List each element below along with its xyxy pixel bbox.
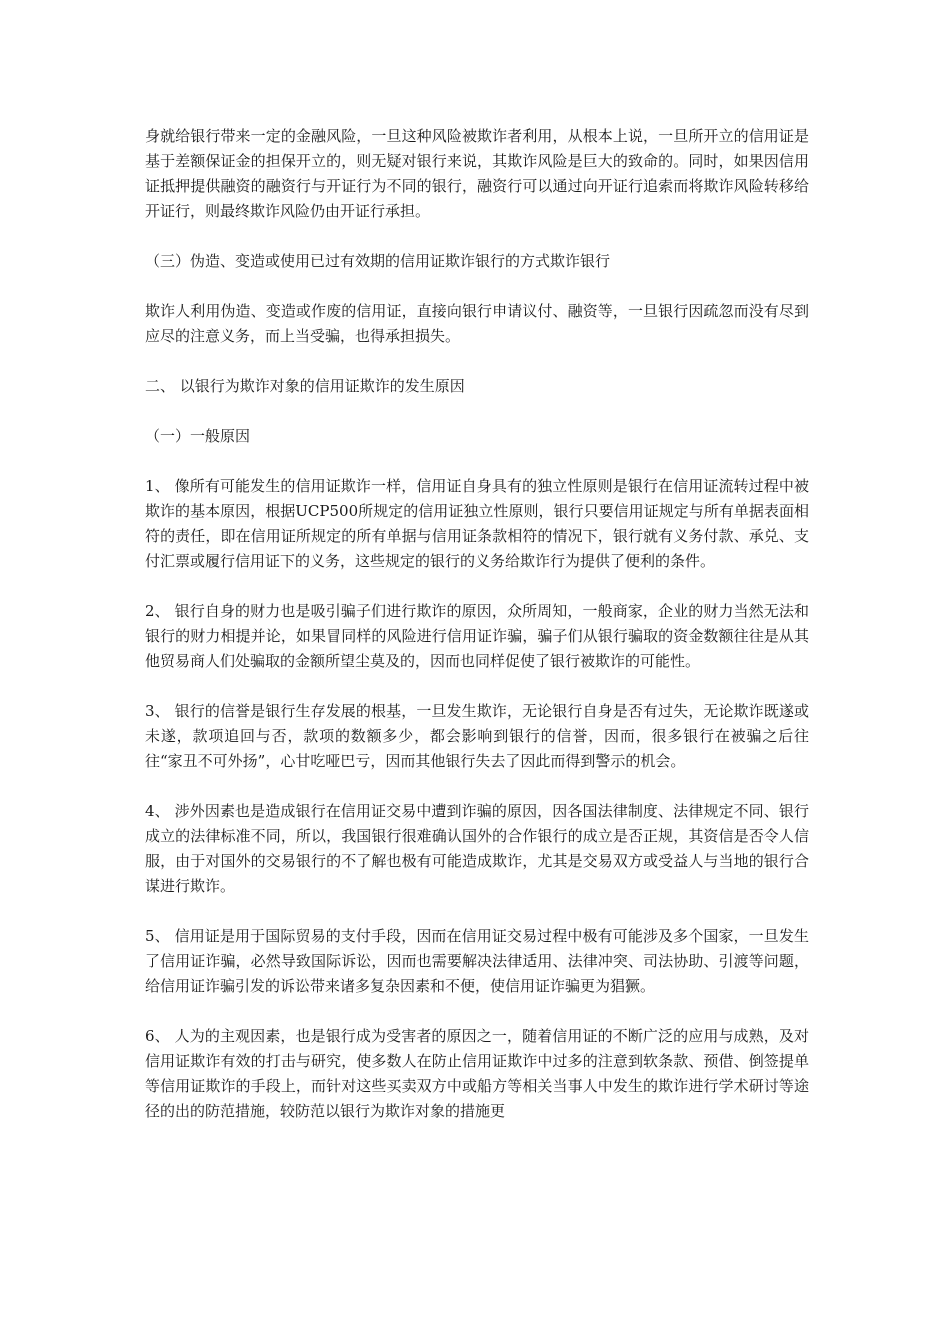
chapter-heading-2: 二、 以银行为欺诈对象的信用证欺诈的发生原因 [145, 377, 465, 395]
reason-item-5: 5、 信用证是用于国际贸易的支付手段，因而在信用证交易过程中极有可能涉及多个国家，一旦发生了信用证诈骗，必然导致国际诉讼，因而也需要解决法律适用、法律冲突、司法协助、引渡等问题，给信用证诈骗引发的诉讼带来诸多复杂因素和不便，使信用证诈骗更为猖獗。 [145, 927, 809, 995]
reason-item-2: 2、 银行自身的财力也是吸引骗子们进行欺诈的原因，众所周知，一般商家，企业的财力当然无法和银行的财力相提并论，如果冒同样的风险进行信用证诈骗，骗子们从银行骗取的资金数额往往是从其他贸易商人们处骗取的金额所望尘莫及的，因而也同样促使了银行被欺诈的可能性。 [145, 602, 809, 670]
reason-item-1: 1、 像所有可能发生的信用证欺诈一样，信用证自身具有的独立性原则是银行在信用证流转过程中被欺诈的基本原因，根据UCP500所规定的信用证独立性原则，银行只要信用证规定与所有单据表面相符的责任，即在信用证所规定的所有单据与信用证条款相符的情况下，银行就有义务付款、承兑、支付汇票或履行信用证下的义务，这些规定的银行的义务给欺诈行为提供了便利的条件。 [145, 477, 809, 570]
reason-item-4: 4、 涉外因素也是造成银行在信用证交易中遭到诈骗的原因，因各国法律制度、法律规定不同、银行成立的法律标准不同，所以，我国银行很难确认国外的合作银行的成立是否正规，其资信是否令人信服，由于对国外的交易银行的不了解也极有可能造成欺诈，尤其是交易双方或受益人与当地的银行合谋进行欺诈。 [145, 802, 809, 895]
section-heading-3: （三）伪造、变造或使用已过有效期的信用证欺诈银行的方式欺诈银行 [145, 252, 611, 270]
paragraph-continuation: 身就给银行带来一定的金融风险，一旦这种风险被欺诈者利用，从根本上说，一旦所开立的信用证是基于差额保证金的担保开立的，则无疑对银行来说，其欺诈风险是巨大的致命的。同时，如果因信用证抵押提供融资的融资行与开证行为不同的银行，融资行可以通过向开证行追索而将欺诈风险转移给开证行，则最终欺诈风险仍由开证行承担。 [145, 127, 809, 220]
reason-item-3: 3、 银行的信誉是银行生存发展的根基，一旦发生欺诈，无论银行自身是否有过失，无论欺诈既遂或未遂，款项追回与否，款项的数额多少，都会影响到银行的信誉，因而，很多银行在被骗之后往往“家丑不可外扬”，心甘吃哑巴亏，因而其他银行失去了因此而得到警示的机会。 [145, 702, 809, 770]
document-body [145, 124, 809, 1149]
paragraph-forged-lc: 欺诈人利用伪造、变造或作废的信用证，直接向银行申请议付、融资等，一旦银行因疏忽而没有尽到应尽的注意义务，而上当受骗，也得承担损失。 [145, 302, 809, 345]
reason-item-6: 6、 人为的主观因素，也是银行成为受害者的原因之一，随着信用证的不断广泛的应用与成熟，及对信用证欺诈有效的打击与研究，使多数人在防止信用证欺诈中过多的注意到软条款、预借、倒签提单等信用证欺诈的手段上，而针对这些买卖双方中或船方等相关当事人中发生的欺诈进行学术研讨等途径的出的防范措施，较防范以银行为欺诈对象的措施更 [145, 1027, 809, 1120]
section-heading-1: （一）一般原因 [145, 427, 251, 445]
